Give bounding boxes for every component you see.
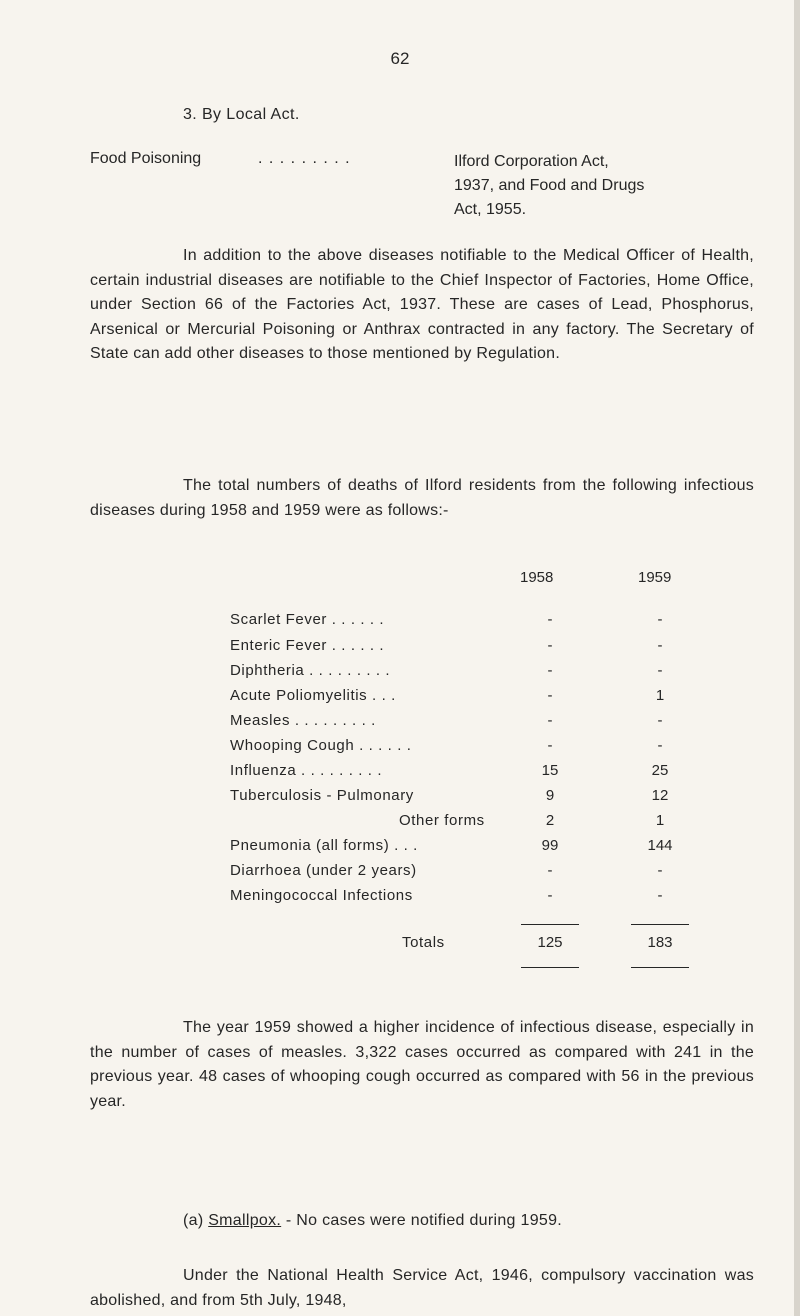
act-line: Ilford Corporation Act, [454, 153, 609, 170]
disease-label: Whooping Cough . . . . . . [230, 737, 412, 754]
measles-paragraph: The year 1959 showed a higher incidence of infectious disease, especially in the number of cases of measles. 3,322 cases occurred as compared with 241 in the previous year. 48 cases of whooping cough occurred as compared with 56 in the previous year. [90, 1019, 754, 1110]
act-line: 1937, and Food and Drugs [454, 177, 645, 194]
value-1958: - [547, 611, 553, 628]
disease-label: Diarrhoea (under 2 years) [230, 862, 417, 879]
deaths-intro-paragraph: The total numbers of deaths of Ilford residents from the following infectious diseases during 1958 and 1959 were as follows:- [90, 477, 754, 519]
value-1959: 144 [647, 837, 673, 854]
value-1959: 25 [651, 762, 669, 779]
value-1958: - [547, 887, 553, 904]
section-heading: 3. By Local Act. [183, 106, 300, 123]
disease-label: Scarlet Fever . . . . . . [230, 611, 385, 628]
value-1959: 1 [655, 812, 665, 829]
column-header-1958: 1958 [520, 569, 554, 586]
totals-rule-1958-top [521, 924, 579, 925]
value-1959: - [657, 611, 663, 628]
totals-rule-1959-top [631, 924, 689, 925]
vaccination-paragraph: Under the National Health Service Act, 1946, compulsory vaccination was abolished, and from 5th July, 1948, [90, 1267, 754, 1309]
value-1959: - [657, 737, 663, 754]
disease-label: Meningococcal Infections [230, 887, 413, 904]
smallpox-title: Smallpox. [208, 1212, 282, 1229]
leader-dots: . . . . . . . . . [258, 150, 351, 167]
disease-label: Measles . . . . . . . . . [230, 712, 376, 729]
disease-label: Other forms [399, 812, 485, 829]
value-1958: 2 [545, 812, 555, 829]
value-1958: - [547, 862, 553, 879]
value-1958: 9 [545, 787, 555, 804]
disease-label: Pneumonia (all forms) . . . [230, 837, 418, 854]
disease-label: Diphtheria . . . . . . . . . [230, 662, 391, 679]
total-1959: 183 [647, 934, 673, 951]
food-poisoning-label: Food Poisoning [90, 150, 202, 167]
disease-label: Influenza . . . . . . . . . [230, 762, 383, 779]
disease-label: Acute Poliomyelitis . . . [230, 687, 396, 704]
value-1958: - [547, 712, 553, 729]
totals-rule-1959-bottom [631, 967, 689, 968]
column-header-1959: 1959 [638, 569, 672, 586]
value-1959: 12 [651, 787, 669, 804]
value-1959: 1 [655, 687, 665, 704]
value-1958: - [547, 737, 553, 754]
total-1958: 125 [537, 934, 563, 951]
smallpox-prefix: (a) [183, 1212, 209, 1229]
value-1959: - [657, 712, 663, 729]
value-1958: 99 [541, 837, 559, 854]
value-1958: - [547, 662, 553, 679]
value-1958: - [547, 637, 553, 654]
act-reference [454, 150, 754, 222]
industrial-diseases-paragraph: In addition to the above diseases notifiable to the Medical Officer of Health, certain industrial diseases are notifiable to the Chief Inspector of Factories, Home Office, under Section 66 of the Factories Act, 1937. These are cases of Lead, Phosphorus, Arsenical or Mercurial Poisoning or Anthrax contracted in any factory. The Secretary of State can add other diseases to those mentioned by Regulation. [90, 247, 754, 363]
act-line: Act, 1955. [454, 201, 527, 218]
value-1959: - [657, 662, 663, 679]
value-1958: - [547, 687, 553, 704]
value-1959: - [657, 887, 663, 904]
smallpox-line [183, 1212, 562, 1230]
page-number: 62 [390, 49, 410, 68]
smallpox-text: - No cases were notified during 1959. [281, 1212, 563, 1229]
value-1959: - [657, 637, 663, 654]
value-1958: 15 [541, 762, 559, 779]
disease-label: Enteric Fever . . . . . . [230, 637, 385, 654]
totals-rule-1958-bottom [521, 967, 579, 968]
value-1959: - [657, 862, 663, 879]
disease-label: Tuberculosis - Pulmonary [230, 787, 414, 804]
page-edge [794, 0, 800, 1316]
totals-label: Totals [402, 934, 445, 951]
